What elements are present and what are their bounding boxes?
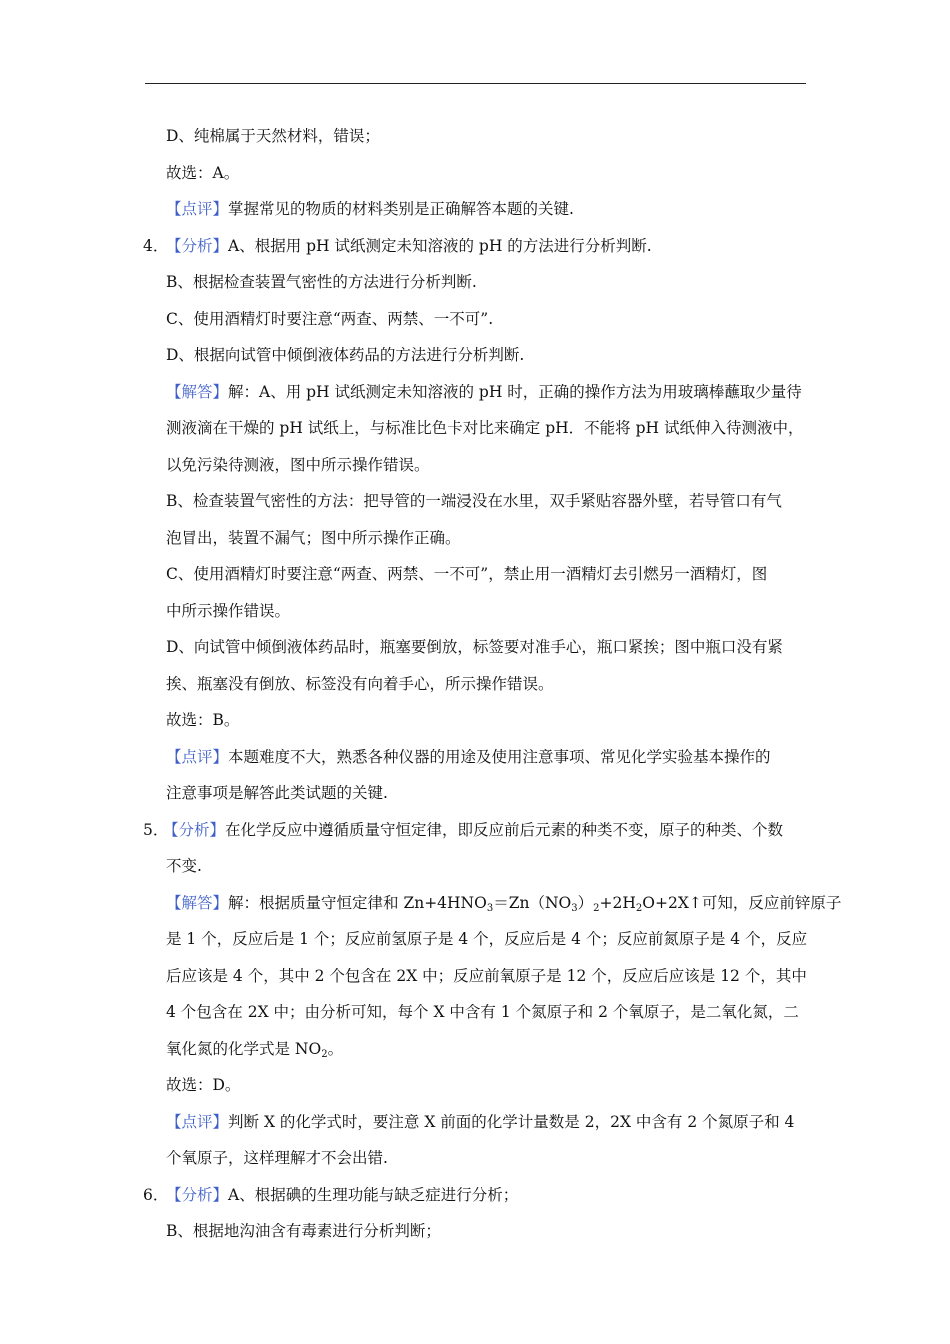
- question-5-analysis: [143, 812, 815, 849]
- comment-tag: 【点评】: [166, 1112, 229, 1131]
- text-line: [143, 994, 815, 1031]
- question-6-analysis: [143, 1177, 815, 1214]
- text-line: [143, 556, 815, 593]
- text-line: [143, 702, 815, 739]
- line-text: 故选：A。: [166, 163, 240, 182]
- line-text: 是 1 个，反应后是 1 个；反应前氢原子是 4 个，反应后是 4 个；反应前氮原子是 4 个，反应: [166, 930, 808, 948]
- text-line: [143, 629, 815, 666]
- equation-part: +2H: [599, 893, 636, 912]
- line-text: 后应该是 4 个，其中 2 个包含在 2X 中；反应前氧原子是 12 个，反应后应该是 12 个，其中: [166, 966, 807, 985]
- line-text: 氧化氮的化学式是 NO: [166, 1039, 322, 1058]
- line-text: 以免污染待测液，图中所示操作错误。: [166, 455, 430, 474]
- text-line: [143, 447, 815, 484]
- line-text: B、检查装置气密性的方法：把导管的一端浸没在水里，双手紧贴容器外壁，若导管口有气: [166, 492, 782, 510]
- subscript: 2: [593, 902, 600, 914]
- line-text: C、使用酒精灯时要注意“两查、两禁、一不可”，禁止用一酒精灯去引燃另一酒精灯，图: [166, 565, 768, 583]
- text-line: [143, 1031, 815, 1068]
- comment-tag: 【点评】: [166, 747, 229, 766]
- answer-line: [143, 885, 842, 922]
- text-line: [143, 1067, 815, 1104]
- equation-part: ）: [577, 893, 594, 912]
- subscript: 2: [321, 1048, 328, 1060]
- text-line: [143, 410, 815, 447]
- subscript: 3: [571, 902, 578, 914]
- line-text: 挨、瓶塞没有倒放、标签没有向着手心，所示操作错误。: [166, 674, 554, 693]
- line-text: 。: [327, 1039, 344, 1058]
- text-line: [143, 301, 815, 338]
- equation-text: [228, 894, 841, 912]
- line-text: 不变.: [166, 857, 202, 875]
- text-line: [143, 118, 815, 155]
- question-4-analysis: [143, 228, 815, 265]
- analysis-tag: 【分析】: [163, 820, 226, 839]
- line-text: 测液滴在干燥的 pH 试纸上，与标准比色卡对比来确定 pH．不能将 pH 试纸伸入待测液中，: [166, 419, 804, 437]
- line-text: 泡冒出，装置不漏气；图中所示操作正确。: [166, 528, 461, 547]
- line-text: 故选：D。: [166, 1076, 241, 1094]
- question-number: 4．: [143, 236, 169, 255]
- line-text: 解：A、用 pH 试纸测定未知溶液的 pH 时，正确的操作方法为用玻璃棒蘸取少量待: [228, 382, 802, 401]
- equation-part: 解：根据质量守恒定律和 Zn+4HNO: [228, 893, 487, 912]
- line-text: B、根据检查装置气密性的方法进行分析判断.: [166, 273, 477, 291]
- text-line: [143, 958, 815, 995]
- equation-part: ＝Zn（NO: [493, 893, 572, 912]
- text-line: [143, 155, 815, 192]
- text-line: [143, 1213, 815, 1250]
- question-number: 6．: [143, 1185, 169, 1204]
- line-text: 掌握常见的物质的材料类别是正确解答本题的关键.: [228, 200, 574, 218]
- line-text: 本题难度不大，熟悉各种仪器的用途及使用注意事项、常见化学实验基本操作的: [228, 747, 771, 766]
- text-line: [143, 848, 815, 885]
- line-text: 个氧原子，这样理解才不会出错.: [166, 1149, 388, 1167]
- line-text: B、根据地沟油含有毒素进行分析判断；: [166, 1222, 441, 1240]
- line-text: 判断 X 的化学式时，要注意 X 前面的化学计量数是 2，2X 中含有 2 个氮原子和 4: [228, 1112, 795, 1131]
- text-line: [143, 337, 815, 374]
- text-line: [143, 666, 815, 703]
- text-line: [143, 775, 815, 812]
- answer-line: [143, 374, 815, 411]
- comment-tag: 【点评】: [166, 200, 229, 218]
- line-text: 故选：B。: [166, 711, 240, 729]
- line-text: 注意事项是解答此类试题的关键.: [166, 784, 388, 802]
- line-text: D、向试管中倾倒液体药品时，瓶塞要倒放，标签要对准手心，瓶口紧挨；图中瓶口没有紧: [166, 638, 783, 656]
- text-line: [143, 921, 815, 958]
- line-text: 4 个包含在 2X 中；由分析可知，每个 X 中含有 1 个氮原子和 2 个氧原子，是二氧化氮，二: [166, 1003, 799, 1021]
- answer-tag: 【解答】: [166, 382, 229, 401]
- text-line: [143, 520, 815, 557]
- text-line: [143, 483, 815, 520]
- text-line: [143, 1140, 815, 1177]
- answer-tag: 【解答】: [166, 893, 229, 912]
- line-text: D、纯棉属于天然材料，错误；: [166, 127, 380, 145]
- question-number: 5．: [143, 820, 169, 839]
- line-text: 中所示操作错误。: [166, 601, 291, 620]
- text-line: [143, 264, 815, 301]
- line-text: D、根据向试管中倾倒液体药品的方法进行分析判断.: [166, 346, 525, 364]
- comment-line: [143, 191, 815, 228]
- analysis-tag: 【分析】: [166, 1185, 229, 1204]
- equation-part: O+2X↑可知，反应前锌原子: [642, 893, 842, 912]
- subscript: 3: [486, 902, 494, 914]
- text-line: [143, 593, 815, 630]
- line-text: A、根据用 pH 试纸测定未知溶液的 pH 的方法进行分析判断.: [228, 236, 652, 255]
- comment-line: [143, 1104, 815, 1141]
- line-text: A、根据碘的生理功能与缺乏症进行分析；: [228, 1185, 519, 1204]
- answer-text: [143, 118, 842, 1250]
- subscript: 2: [635, 902, 643, 914]
- comment-line: [143, 739, 815, 776]
- analysis-tag: 【分析】: [166, 236, 229, 255]
- line-text: C、使用酒精灯时要注意“两查、两禁、一不可”.: [166, 309, 494, 328]
- line-text: 在化学反应中遵循质量守恒定律，即反应前后元素的种类不变，原子的种类、个数: [225, 820, 784, 839]
- header-rule: [145, 83, 806, 84]
